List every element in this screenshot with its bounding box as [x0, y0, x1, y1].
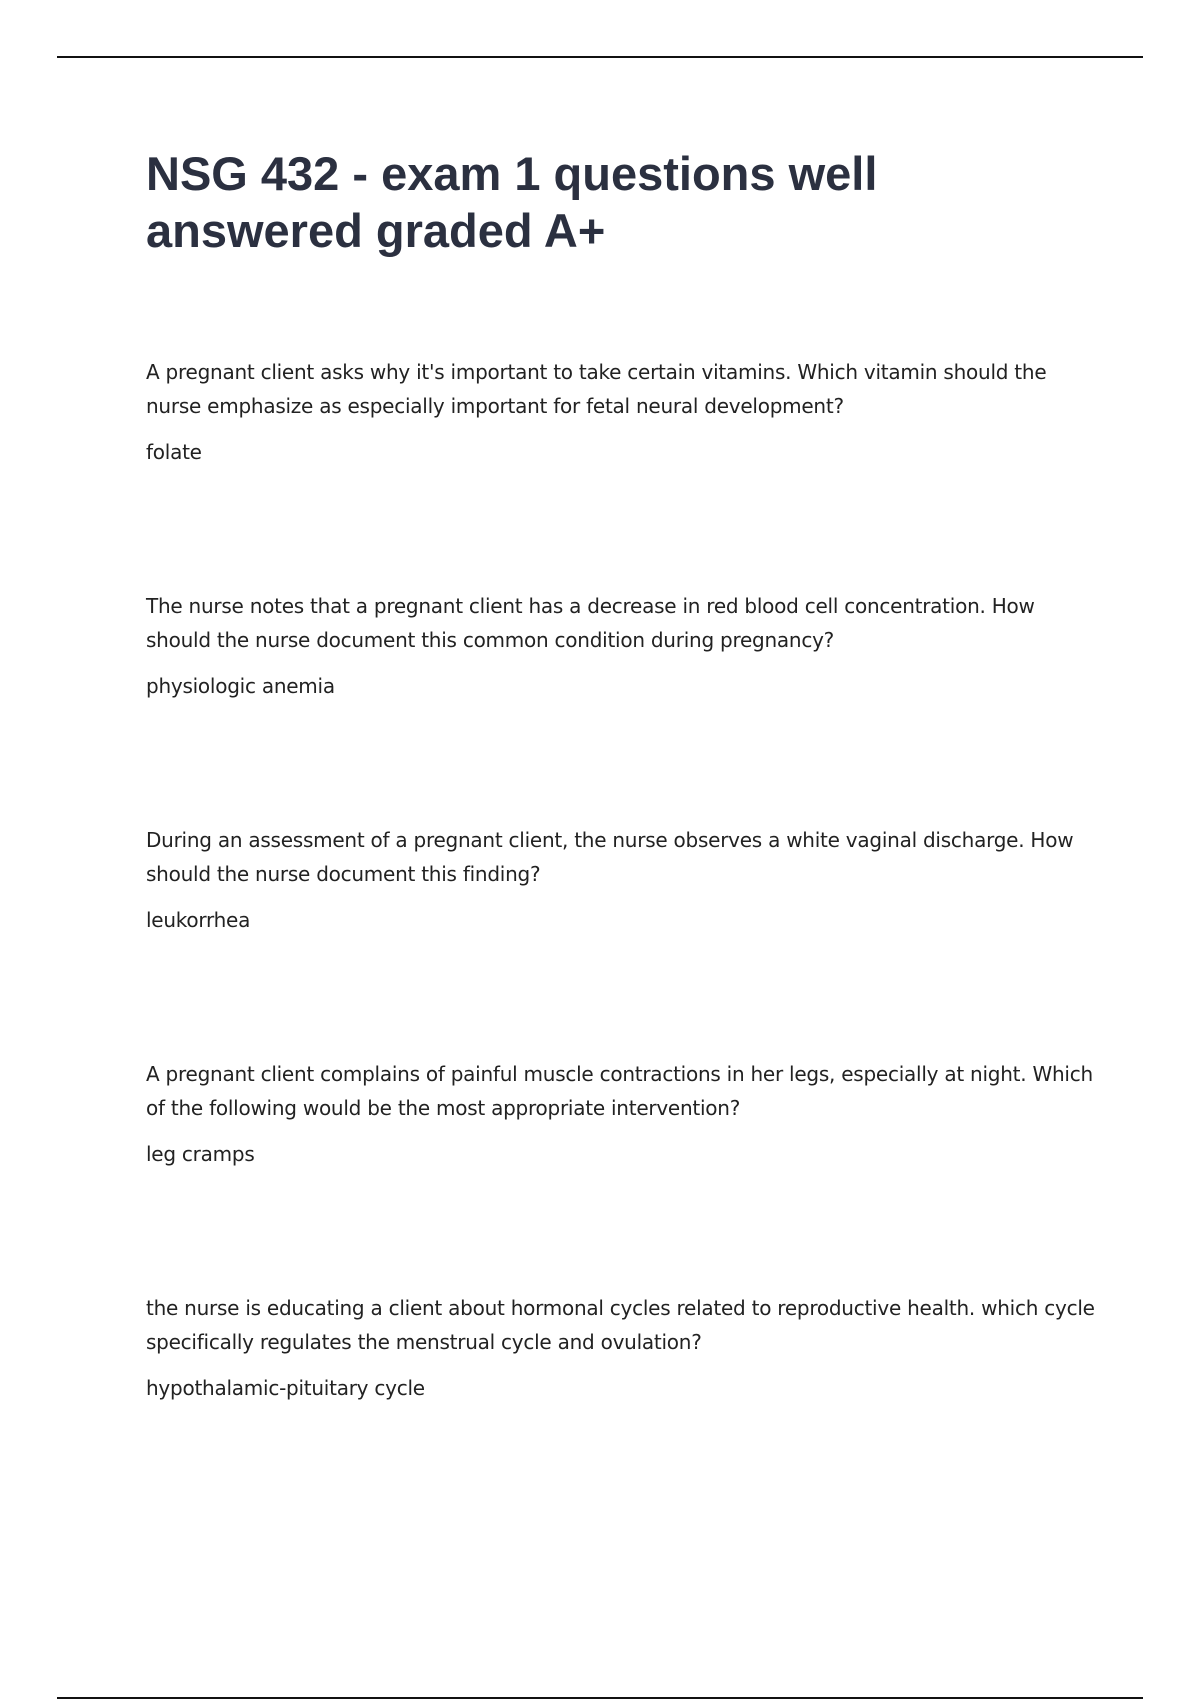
answer-text: physiologic anemia: [146, 674, 335, 698]
question-text: A pregnant client asks why it's important to take certain vitamins. Which vitamin should the nurse emphasize as especially important for fetal neural development?: [146, 360, 1047, 418]
top-rule: [57, 56, 1143, 58]
qa-item: [146, 823, 1096, 937]
qa-item: [146, 355, 1096, 469]
question-text: the nurse is educating a client about hormonal cycles related to reproductive health. which cycle specifically regulates the menstrual cycle and ovulation?: [146, 1296, 1095, 1354]
qa-item: [146, 1057, 1096, 1171]
document-title: NSG 432 - exam 1 questions well answered graded A+: [146, 147, 878, 257]
answer-text: folate: [146, 440, 202, 464]
question-text: The nurse notes that a pregnant client has a decrease in red blood cell concentration. How should the nurse document this common condition during pregnancy?: [146, 594, 1035, 652]
question-text: During an assessment of a pregnant client, the nurse observes a white vaginal discharge. How should the nurse document this finding?: [146, 828, 1074, 886]
answer-text: leg cramps: [146, 1142, 255, 1166]
qa-item: [146, 589, 1096, 703]
bottom-rule: [57, 1697, 1143, 1699]
answer-text: leukorrhea: [146, 908, 251, 932]
question-text: A pregnant client complains of painful muscle contractions in her legs, especially at night. Which of the following would be the most appropriate intervention?: [146, 1062, 1093, 1120]
qa-item: [146, 1291, 1096, 1405]
answer-text: hypothalamic-pituitary cycle: [146, 1376, 425, 1400]
